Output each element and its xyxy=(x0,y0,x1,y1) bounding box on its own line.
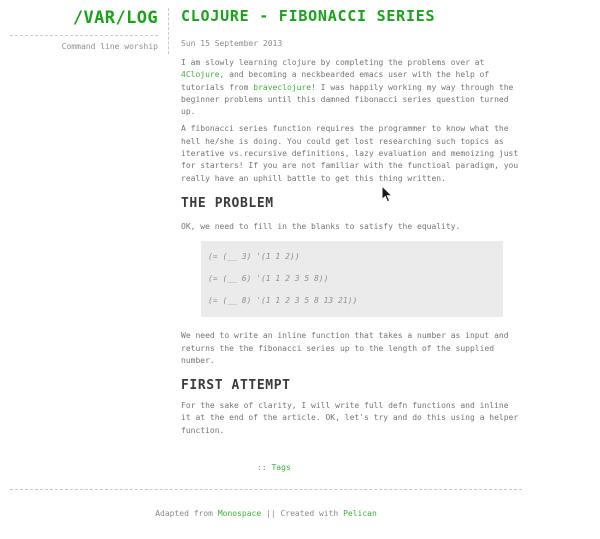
article xyxy=(181,0,522,474)
code-block xyxy=(201,241,503,317)
footer-divider xyxy=(10,489,522,490)
main-layout xyxy=(10,0,522,474)
code-line: (= (__ 3) '(1 1 2)) xyxy=(208,252,300,262)
site-subtitle: Command line worship xyxy=(61,42,158,51)
paragraph-problem-outro: We need to write an inline function that takes a number as input and returns the the fibonacci series up to the length of the supplied number. xyxy=(181,331,509,365)
sidebar-content-separator xyxy=(168,8,169,54)
code-line: (= (__ 6) '(1 1 2 3 5 8)) xyxy=(208,274,329,284)
link-braveclojure[interactable]: braveclojure xyxy=(253,82,312,92)
link-4clojure[interactable]: 4Clojure xyxy=(181,70,220,80)
footer-separator: || xyxy=(261,509,281,519)
section-heading-the-problem: THE PROBLEM xyxy=(181,195,274,211)
footer-text-2: Created with xyxy=(280,509,344,519)
paragraph-intro-text-2: , and becoming a neckbearded emacs user with the help of tutorials from xyxy=(181,70,490,92)
sidebar xyxy=(10,0,158,53)
tags-prefix: :: xyxy=(257,463,272,473)
article-title: CLOJURE - FIBONACCI SERIES xyxy=(181,7,436,25)
footer-text-1: Adapted from xyxy=(155,509,218,519)
paragraph-intro-text-3: ! I was happily working my way through the beginner problems until this damned fibonacci series question turned up. xyxy=(181,82,514,117)
link-monospace-theme[interactable]: Monospace xyxy=(217,509,262,519)
paragraph-fibonacci-explainer: A fibonacci series function requires the programmer to know what the hell he/she is doing. You could get lost researching such topics as iterative vs.recursive definitions, lazy evaluation and memoizing just for starters! If you are not familiar with the functioal paradigm, you really have an uphill battle to get this thing written. xyxy=(181,124,519,183)
link-pelican[interactable]: Pelican xyxy=(343,509,377,519)
site-title-link[interactable]: /VAR/LOG xyxy=(72,8,158,28)
tags-link[interactable]: Tags xyxy=(271,463,291,473)
code-line: (= (__ 8) '(1 1 2 3 5 8 13 21)) xyxy=(208,296,358,306)
tags-row xyxy=(257,462,522,474)
paragraph-intro-text-1: I am slowly learning clojure by completing the problems over at xyxy=(181,58,485,67)
paragraph-problem-intro: OK, we need to fill in the blanks to satisfy the equality. xyxy=(181,221,461,231)
section-heading-first-attempt: FIRST ATTEMPT xyxy=(181,378,291,394)
footer xyxy=(10,508,522,520)
page xyxy=(10,0,522,520)
sidebar-divider xyxy=(10,35,158,36)
paragraph-first-attempt: For the sake of clarity, I will write full defn functions and inline it at the end of the article. OK, let's try and do this using a helper function. xyxy=(181,401,519,435)
article-date: Sun 15 September 2013 xyxy=(181,39,283,48)
paragraph-intro xyxy=(181,57,522,118)
